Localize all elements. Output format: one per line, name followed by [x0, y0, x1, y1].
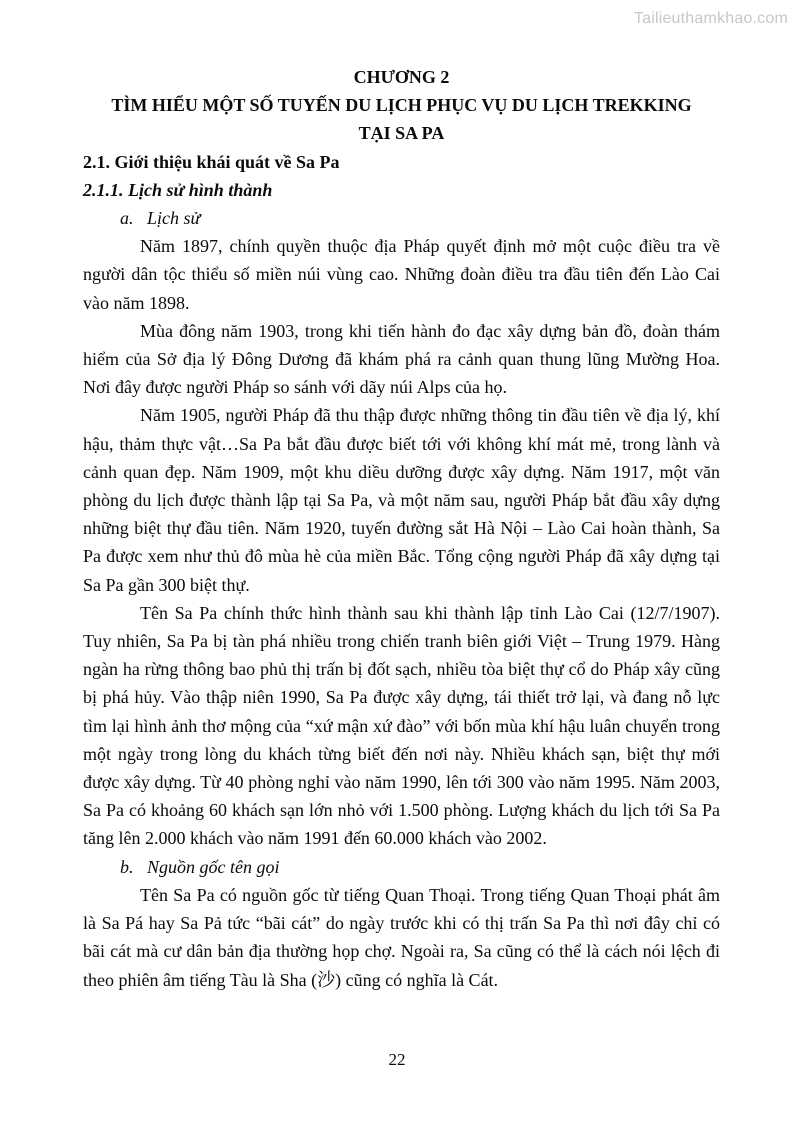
- paragraph-history-1907-2002: Tên Sa Pa chính thức hình thành sau khi thành lập tỉnh Lào Cai (12/7/1907). Tuy nhiên, Sa Pa bị tàn phá nhiều trong chiến tranh biên giới Việt – Trung 1979. Hàng ngàn ha rừng thông bao phủ thị trấn bị đốt sạch, nhiều tòa biệt thự cổ do Pháp xây cũng bị phá hủy. Vào thập niên 1990, Sa Pa được xây dựng, tái thiết trở lại, và đang nỗ lực tìm lại hình ảnh thơ mộng của “xứ mận xứ đào” với bốn mùa khí hậu luân chuyển trong một ngày trong lòng du khách từng biết đến nơi này. Nhiều khách sạn, biệt thự mới được xây dựng. Từ 40 phòng nghỉ vào năm 1990, lên tới 300 vào năm 1995. Năm 2003, Sa Pa có khoảng 60 khách sạn lớn nhỏ với 1.500 phòng. Lượng khách du lịch tới Sa Pa tăng lên 2.000 khách vào năm 1991 đến 60.000 khách vào 2002.: [83, 602, 720, 849]
- paragraph-name-origin: Tên Sa Pa có nguồn gốc từ tiếng Quan Thoại. Trong tiếng Quan Thoại phát âm là Sa Pá hay Sa Pả tức “bãi cát” do ngày trước khi có thị trấn Sa Pa thì nơi đây chỉ có bãi cát mà cư dân bản địa thường họp chợ. Ngoài ra, Sa cũng có thể là cách nói lệch đi theo phiên âm tiếng Tàu là Sha (沙) cũng có nghĩa là Cát.: [83, 884, 720, 990]
- paragraph-history-1897: Năm 1897, chính quyền thuộc địa Pháp quyết định mở một cuộc điều tra về người dân tộc thiểu số miền núi vùng cao. Những đoàn điều tra đầu tiên đến Lào Cai vào năm 1898.: [83, 236, 720, 313]
- list-item-a-marker: a.: [120, 208, 134, 229]
- paragraph-history-1903: Mùa đông năm 1903, trong khi tiến hành đo đạc xây dựng bản đồ, đoàn thám hiểm của Sở địa lý Đông Dương đã khám phá ra cảnh quan thung lũng Mường Hoa. Nơi đây được người Pháp so sánh với dãy núi Alps của họ.: [83, 320, 720, 398]
- section-heading-2-1: 2.1. Giới thiệu khái quát về Sa Pa: [83, 151, 340, 172]
- chapter-heading: CHƯƠNG 2: [353, 67, 450, 87]
- paragraph-history-1905-1920: Năm 1905, người Pháp đã thu thập được những thông tin đầu tiên về địa lý, khí hậu, thảm thực vật…Sa Pa bắt đầu được biết tới với không khí mát mẻ, trong lành và cảnh quan đẹp. Năm 1909, một khu diều dưỡng được xây dựng. Năm 1917, một văn phòng du lịch được thành lập tại Sa Pa, và một năm sau, người Pháp bắt đầu xây dựng những biệt thự đầu tiên. Năm 1920, tuyến đường sắt Hà Nội – Lào Cai hoàn thành, Sa Pa được xem như thủ đô mùa hè của miền Bắc. Tổng cộng người Pháp đã xây dựng tại Sa Pa gần 300 biệt thự.: [83, 405, 720, 595]
- document-body: [83, 0, 720, 994]
- list-item-b-marker: b.: [120, 856, 134, 877]
- subsection-heading-2-1-1: 2.1.1. Lịch sử hình thành: [83, 179, 273, 200]
- chapter-title-line-1: TÌM HIỂU MỘT SỐ TUYẾN DU LỊCH PHỤC VỤ DU LỊCH TREKKING: [111, 95, 692, 116]
- list-item-b-label: Nguồn gốc tên gọi: [147, 856, 280, 877]
- chapter-title-line-2: TẠI SA PA: [358, 123, 445, 144]
- list-item-a-label: Lịch sử: [147, 208, 201, 229]
- page-number: 22: [388, 1050, 406, 1069]
- list-item-a: [83, 204, 720, 232]
- watermark: Tailieuthamkhao.com: [633, 10, 788, 27]
- list-item-b: [83, 853, 720, 881]
